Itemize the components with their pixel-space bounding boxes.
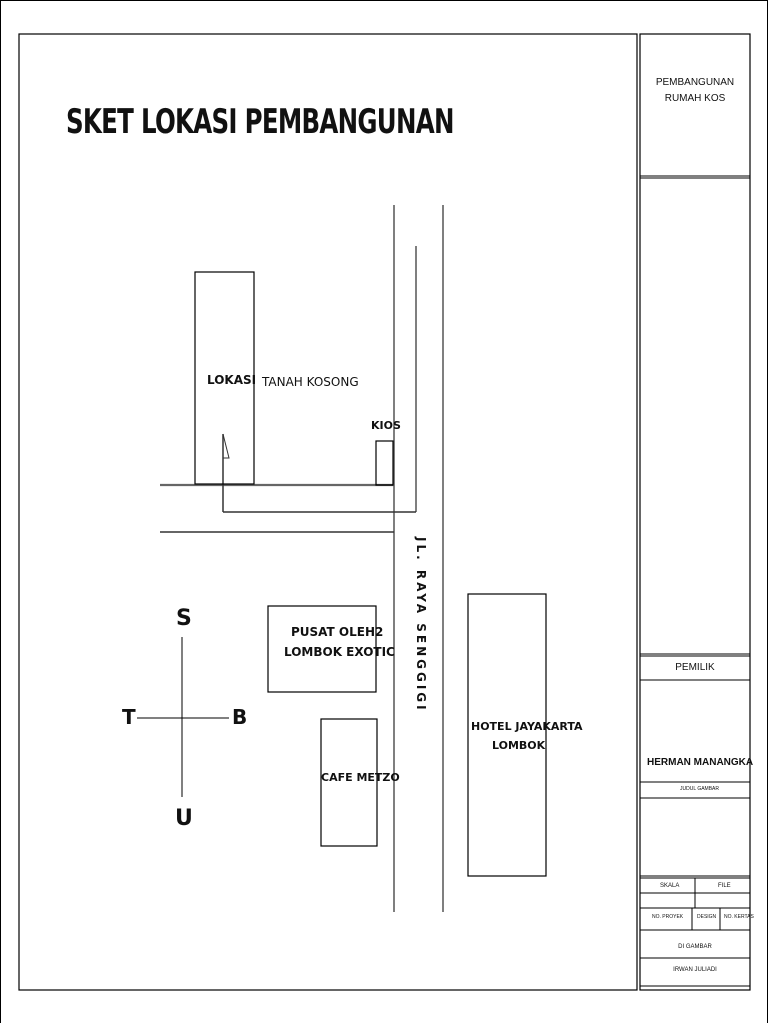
hotel-building: [468, 594, 546, 876]
pusat-oleh-label-line2: LOMBOK EXOTIC: [284, 645, 395, 659]
project-name-line1: PEMBANGUNAN: [655, 77, 735, 88]
sheet-number-label: NO. KERTAS: [724, 914, 754, 920]
drawing-title: SKET LOKASI PEMBANGUNAN: [66, 102, 454, 142]
pusat-oleh-label-line1: PUSAT OLEH2: [291, 625, 384, 639]
owner-header: PEMILIK: [675, 662, 715, 673]
compass-east-letter: T: [122, 705, 136, 729]
file-label: FILE: [718, 883, 731, 889]
location-flag-icon: [223, 434, 229, 458]
hotel-label-line2: LOMBOK: [492, 739, 546, 752]
cafe-label: CAFE METZO: [321, 771, 400, 784]
project-name-line2: RUMAH KOS: [664, 93, 726, 104]
design-label: DESIGN: [697, 914, 717, 920]
compass-north-letter: S: [176, 606, 192, 631]
tanah-kosong-label: TANAH KOSONG: [262, 375, 359, 389]
drawing-title-label: JUDUL GAMBAR: [680, 786, 719, 792]
title-block-frame: [640, 34, 750, 990]
scale-label: SKALA: [660, 883, 680, 889]
owner-name: HERMAN MANANGKA: [647, 757, 754, 768]
drawn-by-name: IRWAN JULIADI: [673, 967, 717, 973]
project-number-label: NO. PROYEK: [652, 914, 684, 920]
drawn-by-label: DI GAMBAR: [678, 944, 712, 950]
kios-building: [376, 441, 393, 485]
hotel-label-line1: HOTEL JAYAKARTA: [471, 720, 583, 733]
lokasi-label: LOKASI: [207, 373, 257, 387]
street-name-label: JL. RAYA SENGGIGI: [414, 537, 428, 713]
compass-west-letter: B: [232, 705, 248, 729]
compass-south-letter: U: [175, 806, 193, 831]
kios-label: KIOS: [371, 419, 401, 432]
